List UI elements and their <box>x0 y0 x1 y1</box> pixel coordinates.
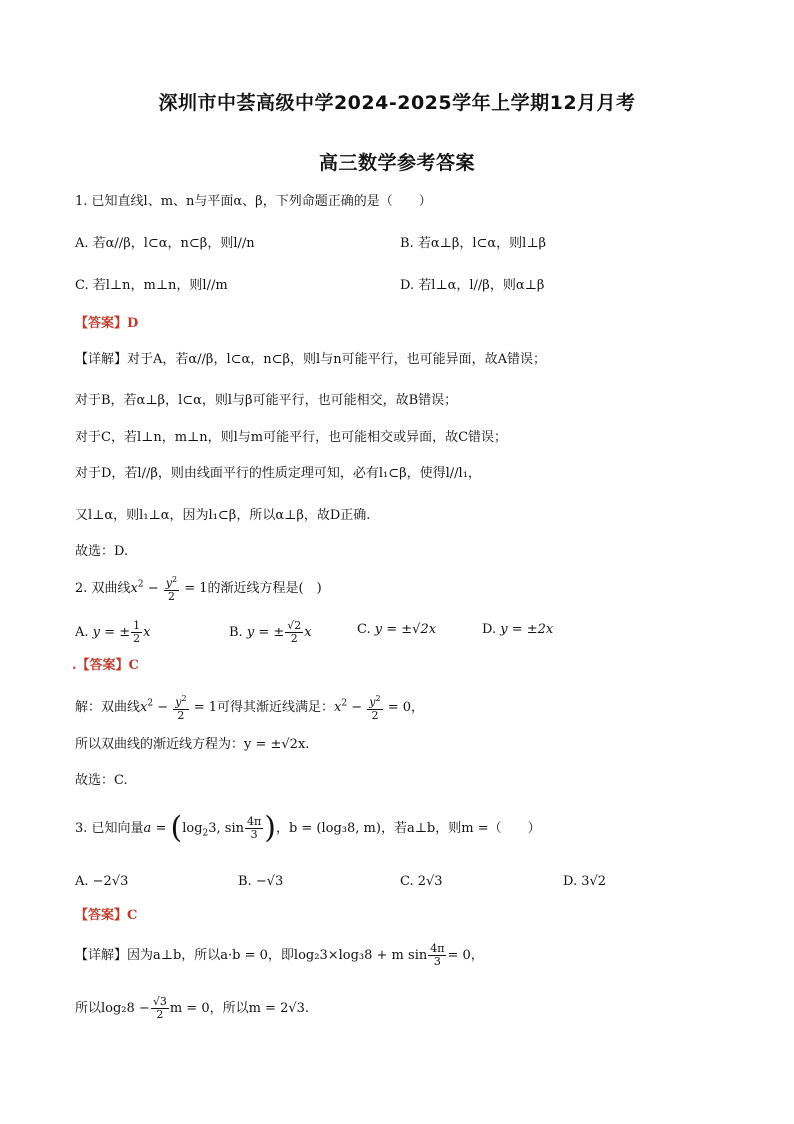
page-subtitle: 高三数学参考答案 <box>318 152 475 174</box>
q3-final: 所以log₂8 − $\frac{√3}{2}$ m = 0，所以m = 2√3. <box>75 995 310 1021</box>
q1-detail-5: 又l⊥α，则l₁⊥α，因为l₁⊂β，所以α⊥β，故D正确. <box>75 508 371 523</box>
q3-option-a: A. −2√3 <box>75 874 129 889</box>
q1-detail-3: 对于C，若l⊥n，m⊥n，则l与m可能平行，也可能相交或异面，故C错误； <box>75 430 508 445</box>
q1-choose: 故选：D. <box>75 544 129 559</box>
q3-detail: 【详解】因为a⊥b，所以a·b = 0，即log₂3×log₃8 + m sin $\frac{4\pi}{3}$ = 0， <box>75 942 484 968</box>
q1-answer: 【答案】D <box>75 316 139 331</box>
q2-choose: 故选：C. <box>75 773 128 788</box>
q2-conclusion: 所以双曲线的渐近线方程为：y = ±√2x. <box>75 737 310 752</box>
q2-option-d: D. y = ±2x <box>482 622 554 637</box>
q2-stem: 2. 双曲线$x^2$ − $\frac{y^2}{2}$ = 1的渐近线方程是( ) <box>75 575 322 603</box>
page-title: 深圳市中荟高级中学2024-2025学年上学期12月月考 <box>158 92 636 114</box>
q2-solution: 解：双曲线$x^2$ − $\frac{y^2}{2}$ = 1可得其渐近线满足：$x^2$ − $\frac{y^2}{2}$ = 0， <box>75 694 425 722</box>
q1-option-b: B. 若α⊥β，l⊂α，则l⊥β <box>400 236 547 251</box>
q3-option-b: B. −√3 <box>238 874 284 889</box>
q1-detail-2: 对于B，若α⊥β，l⊂α，则l与β可能平行，也可能相交，故B错误； <box>75 393 458 408</box>
q3-answer: 【答案】C <box>75 908 138 923</box>
q2-option-c: C. y = ±√2x <box>357 622 437 637</box>
q3-option-d: D. 3√2 <box>563 874 607 889</box>
q1-detail-4: 对于D，若l//β，则由线面平行的性质定理可知，必有l₁⊂β，使得l//l₁， <box>75 466 481 481</box>
q3-stem: 3. 已知向量$a = (\log_23$, sin $\frac{4\pi}{3}$ )，b = (log₃8, m)，若a⊥b，则m =（ ） <box>75 810 541 846</box>
q2-answer: .【答案】C <box>72 658 139 673</box>
q3-option-c: C. 2√3 <box>400 874 443 889</box>
q2-option-a: A. y = ± $\frac{1}{2}$ x <box>75 619 151 645</box>
q1-option-a: A. 若α//β，l⊂α，n⊂β，则l//n <box>75 236 255 251</box>
q1-option-c: C. 若l⊥n，m⊥n，则l//m <box>75 278 228 293</box>
q2-option-b: B. y = ± $\frac{√2}{2}$ x <box>229 619 312 645</box>
q1-option-d: D. 若l⊥α，l//β，则α⊥β <box>400 278 545 293</box>
q1-detail-1: 【详解】对于A，若α//β，l⊂α，n⊂β，则l与n可能平行，也可能异面，故A错误； <box>75 352 546 367</box>
q1-stem: 1. 已知直线l、m、n与平面α、β，下列命题正确的是（ ） <box>75 194 432 209</box>
